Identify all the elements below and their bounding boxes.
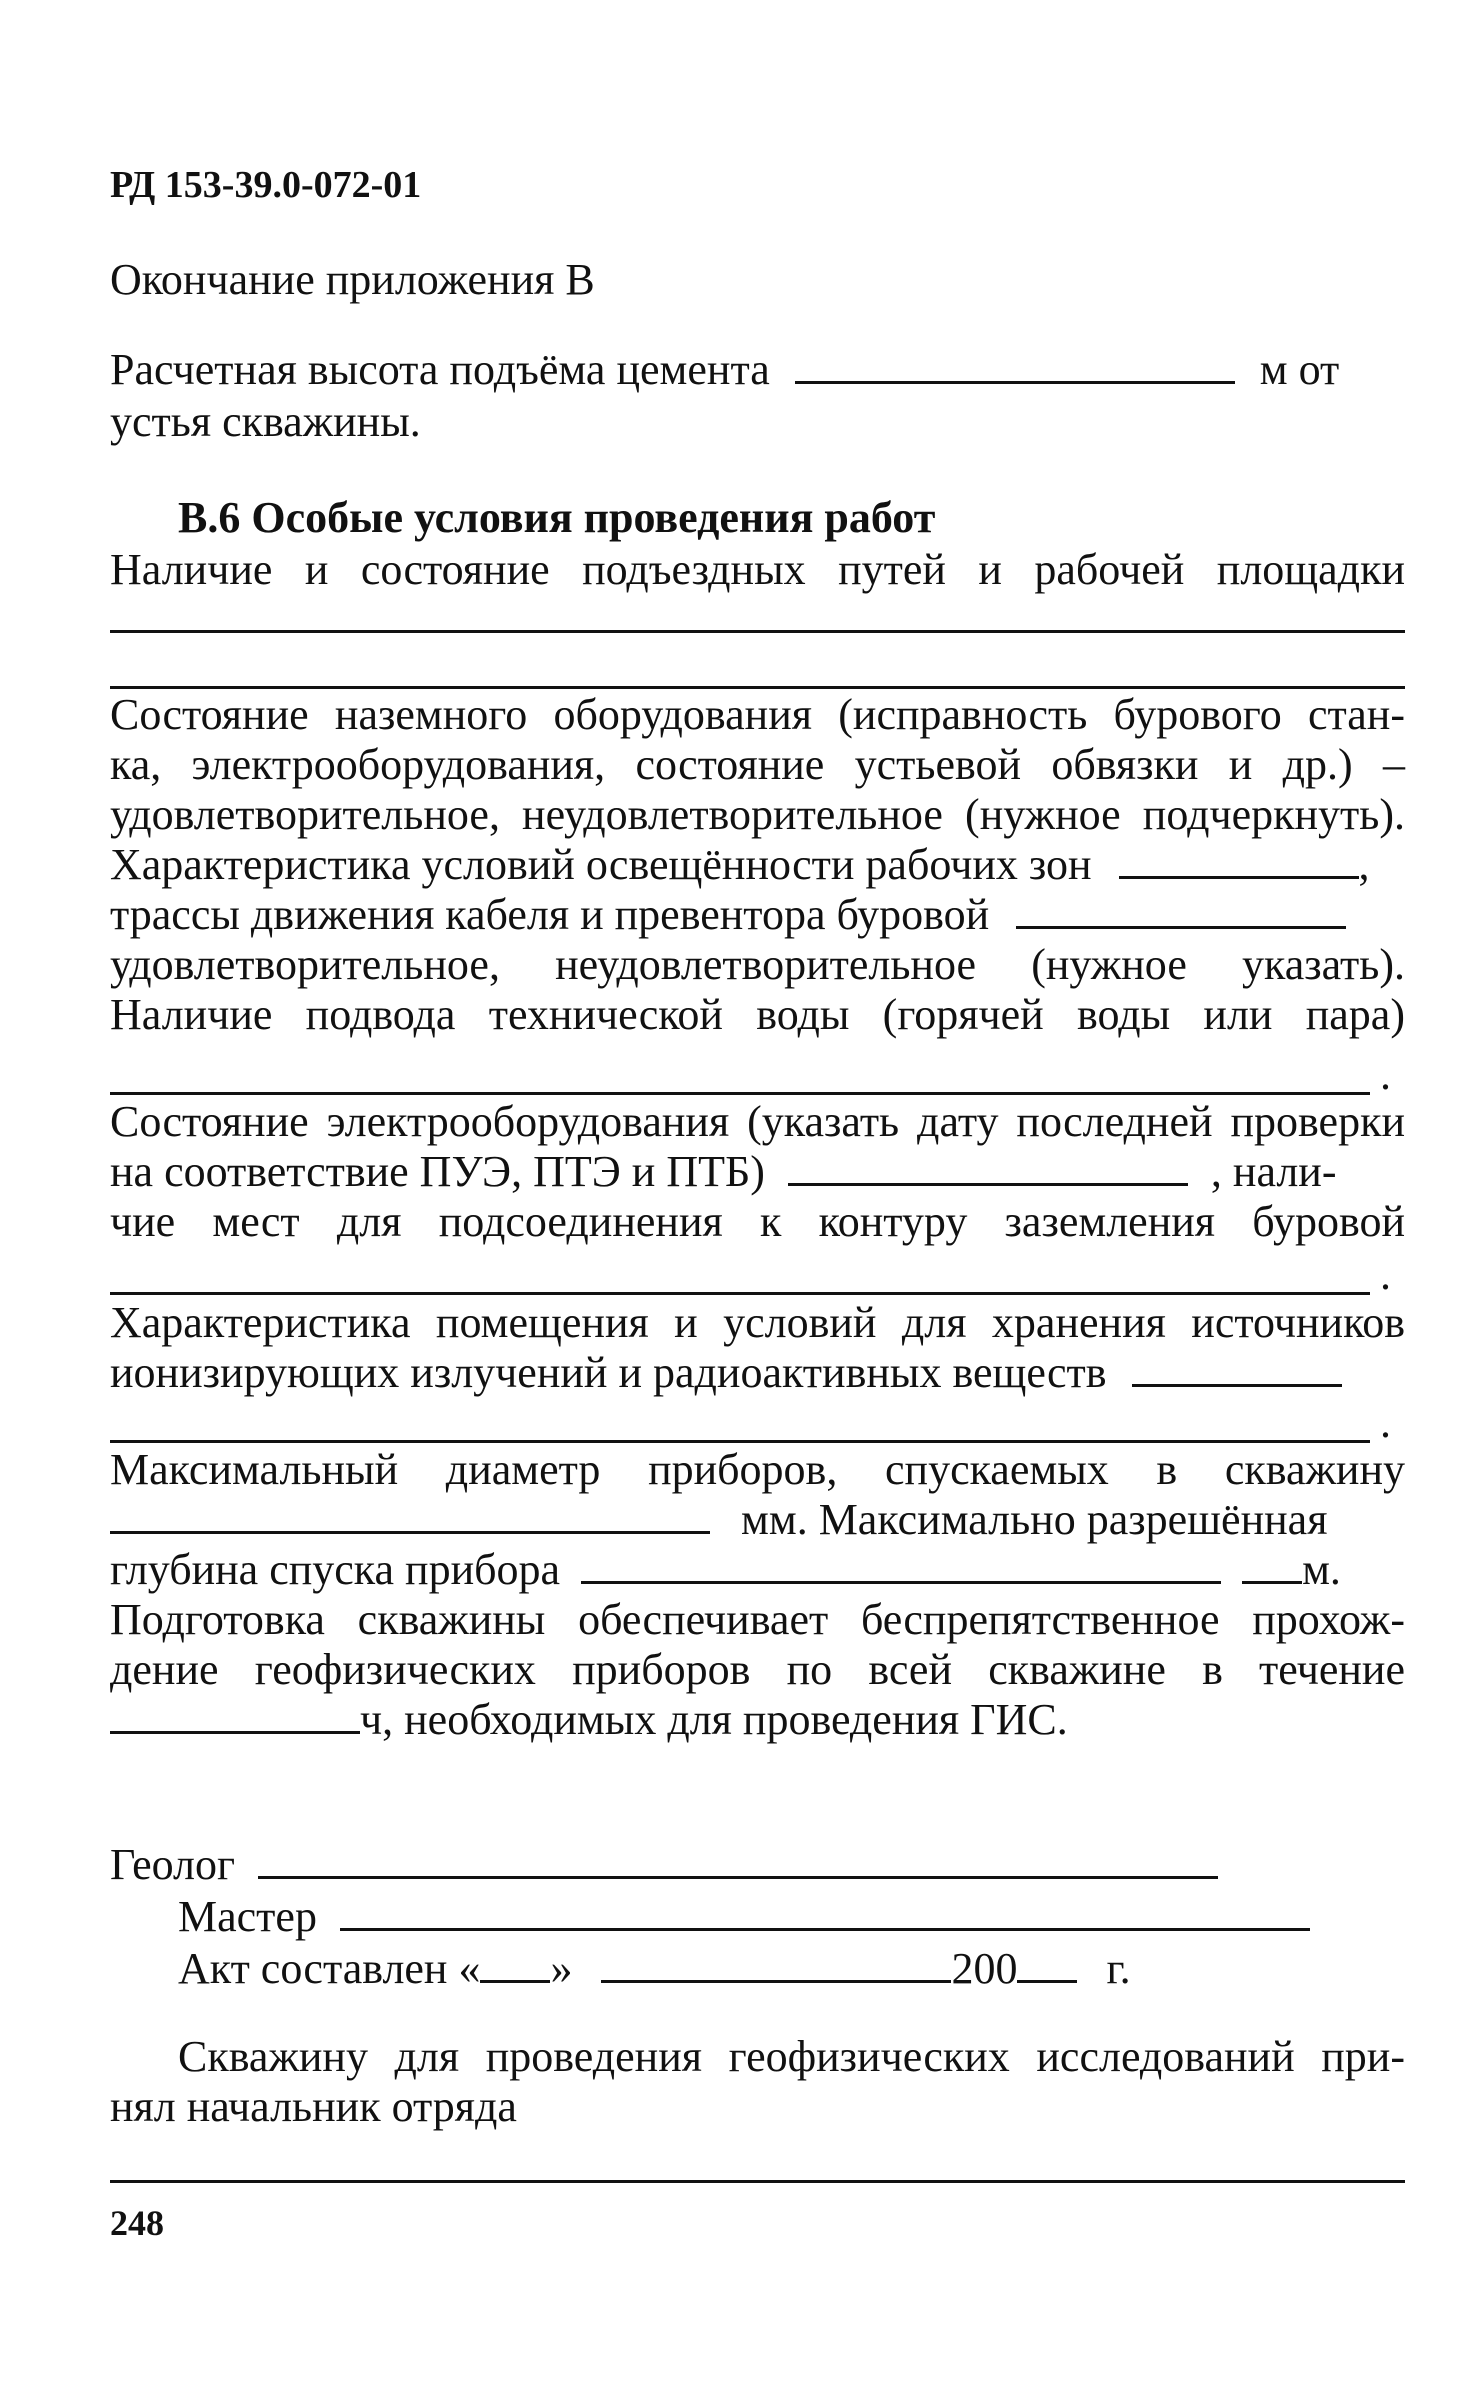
section-title: В.6 Особые условия проведения работ — [178, 493, 936, 542]
max-depth-line — [110, 1545, 1405, 1595]
max-diameter-suffix: мм. Максимально разрешённая — [741, 1495, 1328, 1544]
max-diameter-line-1: Максимальный диаметр приборов, спускаемых в скважину — [110, 1445, 1405, 1494]
cement-height-line-2: устья скважины. — [110, 397, 421, 446]
storage-room-line-1: Характеристика помещения и условий для хранения источников — [110, 1298, 1405, 1347]
lighting-line-3: удовлетворительное, неудовлетворительное (нужное указать). — [110, 940, 1405, 989]
master-line — [178, 1892, 1408, 1942]
acceptance-line-2: нял начальник отряда — [110, 2082, 517, 2131]
storage-room-blank[interactable] — [1132, 1348, 1342, 1387]
act-year-suffix: г. — [1106, 1944, 1131, 1993]
electrical-check-label: на соответствие ПУЭ, ПТЭ и ПТБ) — [110, 1147, 765, 1196]
cable-route-label: трассы движения кабеля и превентора буровой — [110, 890, 990, 939]
ground-equipment-line-3: удовлетворительное, неудовлетворительное (нужное подчеркнуть). — [110, 790, 1405, 839]
document-code: РД 153-39.0-072-01 — [110, 164, 422, 206]
lighting-line-1 — [110, 840, 1405, 890]
preparation-hours-blank[interactable] — [110, 1695, 360, 1734]
water-supply-blank[interactable] — [110, 1092, 1370, 1095]
lighting-label: Характеристика условий освещённости рабочих зон — [110, 840, 1092, 889]
appendix-heading: Окончание приложения В — [110, 255, 595, 304]
cable-route-blank[interactable] — [1016, 890, 1346, 929]
master-label: Мастер — [178, 1892, 317, 1941]
cement-height-blank[interactable] — [795, 345, 1235, 384]
grounding-blank[interactable] — [110, 1292, 1370, 1295]
access-roads-blank-2[interactable] — [110, 686, 1405, 689]
electrical-line-2 — [110, 1147, 1405, 1197]
geologist-signature-blank[interactable] — [258, 1840, 1218, 1879]
preparation-line-3 — [110, 1695, 1405, 1745]
lighting-blank[interactable] — [1119, 840, 1359, 879]
lighting-line-2 — [110, 890, 1405, 940]
act-year-blank[interactable] — [1017, 1944, 1077, 1983]
max-depth-unit: м. — [1302, 1545, 1341, 1594]
access-roads-line: Наличие и состояние подъездных путей и рабочей площадки — [110, 545, 1405, 594]
cement-height-line — [110, 345, 1405, 395]
access-roads-blank-1[interactable] — [110, 630, 1405, 633]
storage-room-line-2 — [110, 1348, 1405, 1398]
geologist-label: Геолог — [110, 1840, 236, 1889]
geologist-line — [110, 1840, 1405, 1890]
water-supply-line: Наличие подвода технической воды (горячей воды или пара) — [110, 990, 1405, 1039]
lighting-comma: , — [1358, 840, 1370, 889]
act-day-blank[interactable] — [480, 1944, 550, 1983]
max-depth-blank-2[interactable] — [1242, 1545, 1302, 1584]
act-label: Акт составлен « — [178, 1944, 481, 1993]
acceptance-signature-blank[interactable] — [110, 2180, 1405, 2183]
preparation-line-1: Подготовка скважины обеспечивает беспрепятственное прохож- — [110, 1595, 1405, 1644]
act-quote-close: » — [550, 1944, 573, 1993]
act-month-blank[interactable] — [601, 1944, 951, 1983]
act-year-prefix: 200 — [951, 1944, 1018, 1993]
preparation-hours-suffix: ч, необходимых для проведения ГИС. — [360, 1695, 1068, 1744]
act-date-line — [178, 1944, 1408, 1994]
ground-equipment-line-1: Состояние наземного оборудования (исправность бурового стан- — [110, 690, 1405, 739]
ground-equipment-line-2: ка, электрооборудования, состояние устьевой обвязки и др.) – — [110, 740, 1405, 789]
electrical-check-suffix: , нали- — [1210, 1147, 1337, 1196]
storage-room-dot: . — [1380, 1398, 1391, 1447]
max-diameter-line-2 — [110, 1495, 1405, 1545]
electrical-line-3: чие мест для подсоединения к контуру заземления буровой — [110, 1197, 1405, 1246]
grounding-dot: . — [1380, 1250, 1391, 1299]
acceptance-line-1: Скважину для проведения геофизических исследований при- — [178, 2032, 1405, 2081]
max-diameter-blank[interactable] — [110, 1495, 710, 1534]
page-number: 248 — [110, 2203, 164, 2243]
electrical-check-blank[interactable] — [788, 1147, 1188, 1186]
storage-room-blank-2[interactable] — [110, 1440, 1370, 1443]
max-depth-blank[interactable] — [581, 1545, 1221, 1584]
water-supply-dot: . — [1380, 1050, 1391, 1099]
cement-height-unit: м от — [1259, 345, 1340, 394]
electrical-line-1: Состояние электрооборудования (указать дату последней проверки — [110, 1097, 1405, 1146]
max-depth-label: глубина спуска прибора — [110, 1545, 561, 1594]
master-signature-blank[interactable] — [340, 1892, 1310, 1931]
preparation-line-2: дение геофизических приборов по всей скважине в течение — [110, 1645, 1405, 1694]
cement-height-label: Расчетная высота подъёма цемента — [110, 345, 770, 394]
storage-room-label: ионизирующих излучений и радиоактивных веществ — [110, 1348, 1107, 1397]
